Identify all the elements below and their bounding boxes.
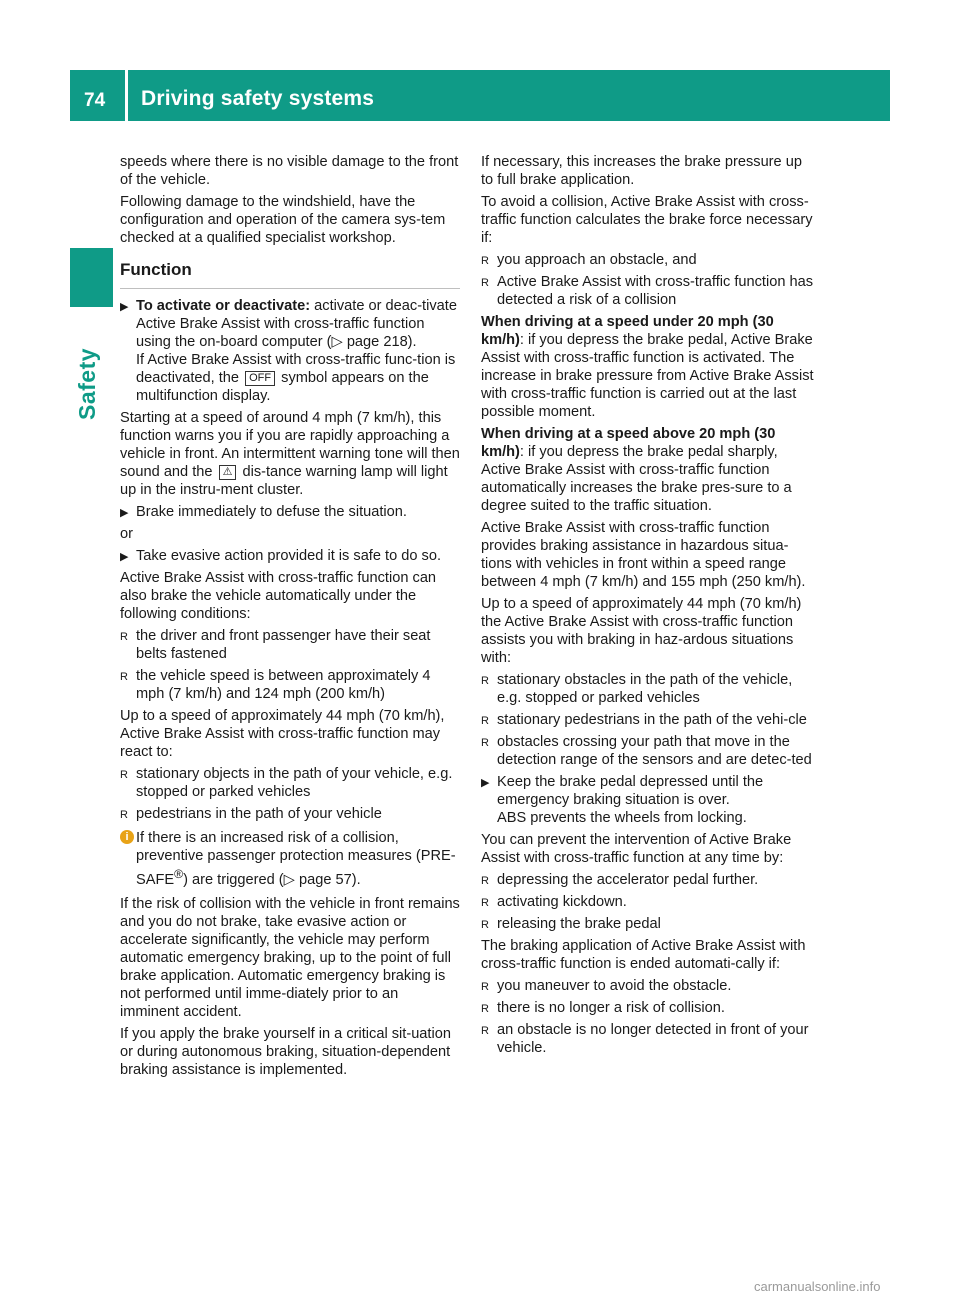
r-bullet-icon: R — [481, 875, 489, 887]
list-item — [481, 915, 815, 933]
paragraph: Active Brake Assist with cross-traffic function can also brake the vehicle automatically under the following conditions: — [120, 570, 437, 622]
paragraph: If necessary, this increases the brake pressure up to full brake application. — [481, 154, 802, 188]
info-text: If there is an increased risk of a collision, preventive passenger protection measures (PRE-SAFE — [136, 830, 456, 888]
paragraph — [481, 425, 815, 515]
r-bullet-icon: R — [481, 675, 489, 687]
left-column — [120, 153, 460, 1083]
r-bullet-icon: R — [120, 631, 128, 643]
triangle-right-icon: ▶ — [120, 551, 129, 563]
function-heading: Function — [120, 261, 460, 289]
step-item — [120, 547, 460, 565]
list-item-text: activating kickdown. — [497, 894, 627, 910]
list-item — [120, 765, 460, 801]
step-text: Take evasive action provided it is safe to do so. — [136, 548, 442, 564]
paragraph-text: : if you depress the brake pedal, Active Brake Assist with cross-traffic function is activated. The increase in brake pressure from Active Brake Assist with cross-traffic function is carried out at the last possible moment. — [481, 332, 814, 420]
triangle-ref-icon: ▷ — [331, 334, 343, 350]
header-divider — [125, 70, 128, 121]
list-item — [481, 977, 815, 995]
list-item-text: pedestrians in the path of your vehicle — [136, 806, 382, 822]
paragraph: If you apply the brake yourself in a critical sit-uation or during autonomous braking, situation-dependent braking assistance is implemented. — [120, 1025, 451, 1078]
page-number: 74 — [84, 90, 106, 111]
paragraph-bold: When driving at a speed above 20 mph (30 km/h) — [481, 426, 776, 460]
triangle-right-icon: ▶ — [120, 301, 129, 313]
triangle-right-icon: ▶ — [481, 777, 490, 789]
paragraph: Active Brake Assist with cross-traffic function provides braking assistance in hazardous situa-tions with vehicles in front within a speed range between 4 mph (7 km/h) and 155 mph (250 km/h). — [481, 520, 806, 590]
list-item-text: obstacles crossing your path that move in the detection range of the sensors and are detec-ted — [497, 734, 812, 768]
section-title: Driving safety systems — [141, 87, 375, 110]
list-item-text: there is no longer a risk of collision. — [497, 1000, 725, 1016]
list-item — [481, 893, 815, 911]
or-text: or — [120, 526, 133, 542]
distance-warning-icon: ⚠ — [219, 465, 237, 480]
r-bullet-icon: R — [481, 1003, 489, 1015]
page-header — [70, 70, 890, 121]
list-item — [481, 711, 815, 729]
r-bullet-icon: R — [120, 671, 128, 683]
r-bullet-icon: R — [481, 981, 489, 993]
right-column — [481, 153, 815, 1061]
r-bullet-icon: R — [120, 809, 128, 821]
step-item — [120, 503, 460, 521]
info-text: ) are triggered ( — [183, 871, 284, 888]
list-item — [481, 1021, 815, 1057]
watermark: carmanualsonline.info — [754, 1279, 881, 1294]
page-ref-link[interactable]: page 218). — [346, 334, 417, 350]
list-item-text: Active Brake Assist with cross-traffic function has detected a risk of a collision — [497, 274, 814, 308]
r-bullet-icon: R — [481, 255, 489, 267]
step-text: Brake immediately to defuse the situation. — [136, 504, 407, 520]
list-item — [481, 251, 815, 269]
paragraph-text: : if you depress the brake pedal sharply, Active Brake Assist with cross-traffic function automatically increases the brake pres-sure to a degree suited to the traffic situation. — [481, 444, 792, 514]
paragraph: To avoid a collision, Active Brake Assist with cross-traffic function calculates the brake force necessary if: — [481, 194, 813, 246]
list-item — [481, 273, 815, 309]
list-item-text: you approach an obstacle, and — [497, 252, 697, 268]
triangle-ref-icon: ▷ — [283, 871, 295, 888]
list-item — [481, 671, 815, 707]
list-item-text: depressing the accelerator pedal further. — [497, 872, 759, 888]
paragraph — [120, 409, 460, 499]
step-text: symbol appears on the multifunction display. — [136, 370, 429, 404]
paragraph: Up to a speed of approximately 44 mph (70 km/h), Active Brake Assist with cross-traffic function may react to: — [120, 708, 445, 760]
r-bullet-icon: R — [120, 769, 128, 781]
list-item-text: releasing the brake pedal — [497, 916, 661, 932]
paragraph: If the risk of collision with the vehicle in front remains and you do not brake, take evasive action or accelerate significantly, the vehicle may perform automatic emergency braking, up to the point of full brake application. Automatic emergency braking is not performed until imme-diately prior to an imminent accident. — [120, 895, 460, 1020]
paragraph-text: dis-tance warning lamp will light up in the instru-ment cluster. — [120, 464, 448, 498]
r-bullet-icon: R — [481, 277, 489, 289]
off-symbol-icon: OFF — [245, 371, 275, 386]
step-text: Keep the brake pedal depressed until the emergency braking situation is over. — [497, 774, 764, 808]
list-item — [481, 733, 815, 769]
step-item — [481, 773, 815, 827]
r-bullet-icon: R — [481, 715, 489, 727]
list-item-text: you maneuver to avoid the obstacle. — [497, 978, 732, 994]
step-item — [120, 297, 460, 405]
list-item-text: the vehicle speed is between approximately 4 mph (7 km/h) and 124 mph (200 km/h) — [136, 668, 431, 702]
step-label: To activate or deactivate: — [136, 298, 311, 314]
step-text: activate or deac-tivate Active Brake Assist with cross-traffic function using the on-board computer ( — [136, 298, 457, 350]
triangle-right-icon: ▶ — [120, 507, 129, 519]
list-item — [120, 805, 460, 823]
paragraph — [481, 313, 815, 421]
page-ref-link[interactable]: page 57). — [298, 871, 361, 888]
registered-mark: ® — [174, 867, 184, 881]
list-item — [481, 871, 815, 889]
side-tab-label: Safety — [74, 347, 100, 420]
paragraph: The braking application of Active Brake Assist with cross-traffic function is ended automati-cally if: — [481, 938, 806, 972]
info-icon: i — [120, 830, 134, 844]
step-text: If Active Brake Assist with cross-traffic func-tion is deactivated, the — [136, 352, 456, 386]
list-item-text: stationary obstacles in the path of the vehicle, e.g. stopped or parked vehicles — [497, 672, 793, 706]
side-tab-block — [70, 248, 113, 307]
list-item-text: an obstacle is no longer detected in front of your vehicle. — [497, 1022, 809, 1056]
paragraph: speeds where there is no visible damage to the front of the vehicle. — [120, 154, 459, 188]
list-item — [481, 999, 815, 1017]
paragraph-bold: When driving at a speed under 20 mph (30 km/h) — [481, 314, 774, 348]
list-item-text: stationary pedestrians in the path of the vehi-cle — [497, 712, 807, 728]
list-item-text: the driver and front passenger have their seat belts fastened — [136, 628, 431, 662]
list-item-text: stationary objects in the path of your vehicle, e.g. stopped or parked vehicles — [136, 766, 453, 800]
paragraph: Up to a speed of approximately 44 mph (70 km/h) the Active Brake Assist with cross-traffic function assists you with braking in haz-ardous situations with: — [481, 596, 802, 666]
step-text: ABS prevents the wheels from locking. — [497, 810, 747, 826]
r-bullet-icon: R — [481, 919, 489, 931]
r-bullet-icon: R — [481, 737, 489, 749]
info-note — [120, 829, 460, 889]
r-bullet-icon: R — [481, 897, 489, 909]
r-bullet-icon: R — [481, 1025, 489, 1037]
paragraph: You can prevent the intervention of Active Brake Assist with cross-traffic function at any time by: — [481, 832, 792, 866]
list-item — [120, 627, 460, 663]
list-item — [120, 667, 460, 703]
paragraph: Following damage to the windshield, have the configuration and operation of the camera sys-tem checked at a qualified specialist workshop. — [120, 194, 446, 246]
paragraph-text: Starting at a speed of around 4 mph (7 km/h), this function warns you if you are rapidly approaching a vehicle in front. An intermittent warning tone will then sound and the — [120, 410, 460, 480]
